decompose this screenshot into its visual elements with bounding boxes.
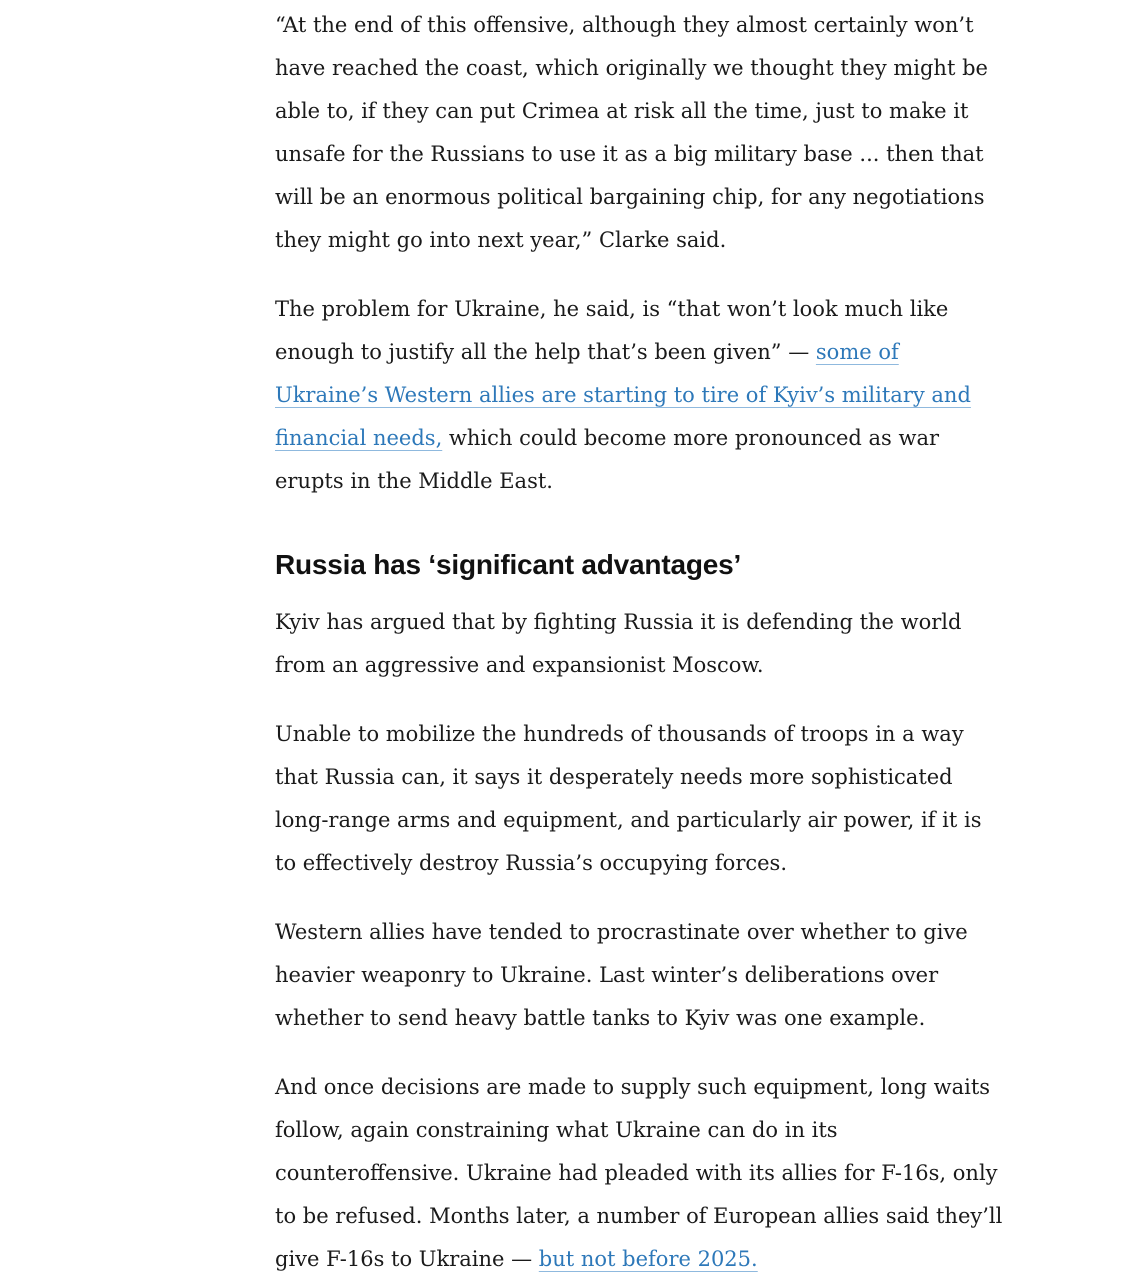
article-paragraph	[275, 4, 1003, 262]
paragraph-text: The problem for Ukraine, he said, is “that won’t look much like enough to justify all the help that’s been given” —	[275, 297, 949, 364]
article-paragraph	[275, 911, 1003, 1040]
article-body	[275, 0, 1003, 1281]
paragraph-text: Unable to mobilize the hundreds of thousands of troops in a way that Russia can, it says it desperately needs more sophisticated long-range arms and equipment, and particularly air power, if it is to effectively destroy Russia’s occupying forces.	[275, 722, 982, 875]
paragraph-text: “At the end of this offensive, although they almost certainly won’t have reached the coast, which originally we thought they might be able to, if they can put Crimea at risk all the time, just to make it unsafe for the Russians to use it as a big military base ... then that will be an enormous political bargaining chip, for any negotiations they might go into next year,” Clarke said.	[275, 13, 988, 252]
paragraph-text: Kyiv has argued that by fighting Russia it is defending the world from an aggressive and expansionist Moscow.	[275, 610, 962, 677]
paragraph-text: which could become more pronounced as war erupts in the Middle East.	[275, 426, 940, 493]
article-paragraph	[275, 1066, 1003, 1281]
inline-link[interactable]: some of Ukraine’s Western allies are starting to tire of Kyiv’s military and financial needs,	[275, 340, 971, 450]
inline-link[interactable]: but not before 2025.	[538, 1247, 758, 1271]
article-paragraph	[275, 288, 1003, 503]
article-paragraph	[275, 601, 1003, 687]
section-heading: Russia has ‘significant advantages’	[275, 549, 742, 580]
paragraph-text: And once decisions are made to supply such equipment, long waits follow, again constraining what Ukraine can do in its counteroffensive. Ukraine had pleaded with its allies for F-16s, only to be refused. Months later, a number of European allies said they’ll give F-16s to Ukraine —	[275, 1075, 1003, 1271]
paragraph-text: Western allies have tended to procrastinate over whether to give heavier weaponry to Ukraine. Last winter’s deliberations over whether to send heavy battle tanks to Kyiv was one example.	[275, 920, 968, 1030]
article-paragraph	[275, 713, 1003, 885]
